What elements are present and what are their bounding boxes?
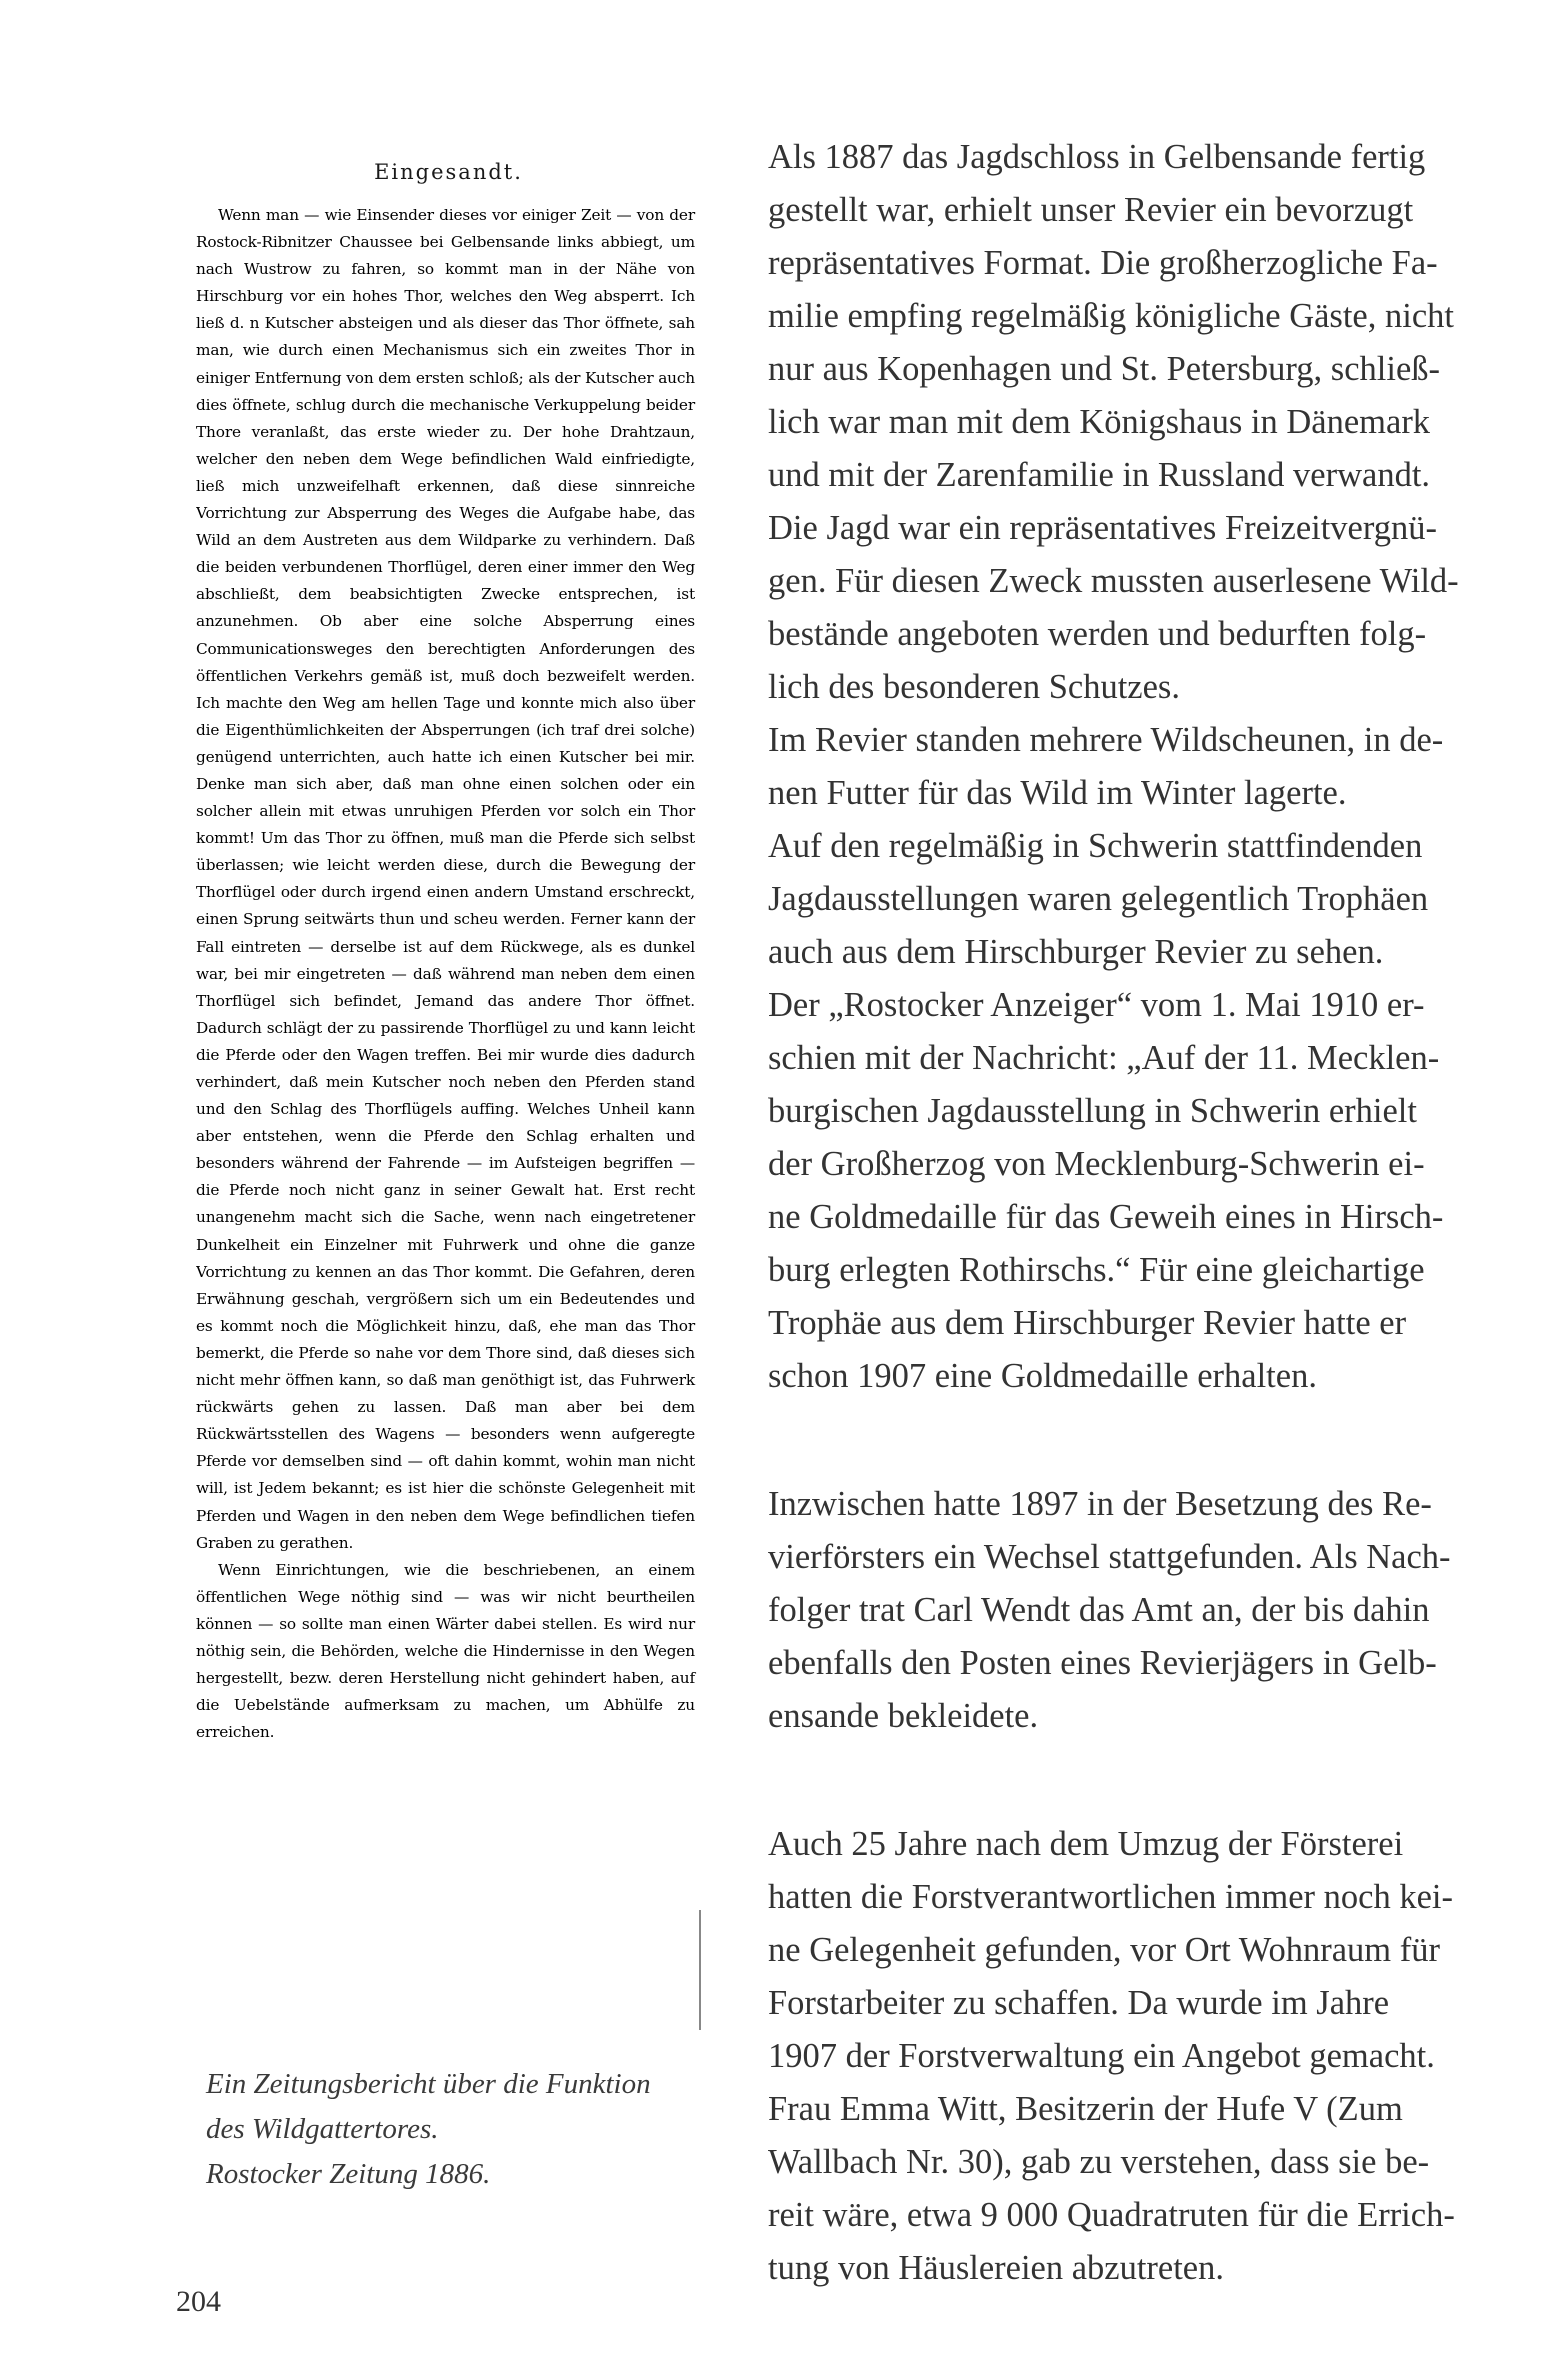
- text-line: burgischen Jagdausstellung in Schwerin erhielt: [768, 1092, 1417, 1130]
- text-line: nen Futter für das Wild im Winter lagerte.: [768, 774, 1347, 812]
- text-line: Frau Emma Witt, Besitzerin der Hufe V (Zum: [768, 2090, 1403, 2128]
- text-line: 1907 der Forstverwaltung ein Angebot gemacht.: [768, 2037, 1435, 2075]
- text-line: der Großherzog von Mecklenburg-Schwerin ei-: [768, 1145, 1425, 1183]
- clipping-paragraph: Wenn Einrichtungen, wie die beschriebenen, an einem öffentlichen Wege nöthig sind — was wir nicht beurtheilen können — so sollte man einen Wärter dabei stellen. Es wird nur nöthig sein, die Behörden, welche die Hindernisse in den Wegen hergestellt, bezw. deren Herstellung nicht gehindert haben, auf die Uebelstände aufmerksam zu machen, um Abhülfe zu erreichen.: [196, 1560, 695, 1742]
- caption-line: des Wildgattertores.: [206, 2113, 439, 2145]
- text-line: gen. Für diesen Zweck mussten auserlesene Wild-: [768, 562, 1459, 600]
- caption-line: Rostocker Zeitung 1886.: [206, 2158, 491, 2190]
- text-line: repräsentatives Format. Die großherzogliche Fa-: [768, 244, 1438, 282]
- text-line: nur aus Kopenhagen und St. Petersburg, schließ-: [768, 350, 1440, 388]
- text-line: ne Goldmedaille für das Geweih eines in Hirsch-: [768, 1198, 1444, 1236]
- text-line: vierförsters ein Wechsel stattgefunden. Als Nach-: [768, 1538, 1451, 1576]
- text-line: Trophäe aus dem Hirschburger Revier hatte er: [768, 1304, 1407, 1342]
- figure-caption: [206, 2062, 726, 2197]
- text-line: bestände angeboten werden und bedurften folg-: [768, 615, 1427, 653]
- text-line: Jagdausstellungen waren gelegentlich Trophäen: [768, 880, 1429, 918]
- text-line: milie empfing regelmäßig königliche Gäste, nicht: [768, 297, 1454, 335]
- clipping-paragraph: Wenn man — wie Einsender dieses vor einiger Zeit — von der Rostock-Ribnitzer Chaussee bei Gelbensande links abbiegt, um nach Wustrow zu fahren, so kommt man in der Nähe von Hirschburg vor ein hohes Thor, welches den Weg absperrt. Ich ließ d. n Kutscher absteigen und als dieser das Thor öffnete, sah man, wie durch einen Mechanismus sich ein zweites Thor in einiger Entfernung von dem ersten schloß; als der Kutscher auch dies öffnete, schlug durch die mechanische Verkuppelung beider Thore veranlaßt, das erste wieder zu. Der hohe Drahtzaun, welcher den neben dem Wege befindlichen Wald einfriedigte, ließ mich unzweifelhaft erkennen, daß diese sinnreiche Vorrichtung zur Absperrung des Weges die Aufgabe habe, das Wild an dem Austreten aus dem Wildparke zu verhindern. Daß die beiden verbundenen Thorflügel, deren einer immer den Weg abschließt, dem beabsichtigten Zwecke entsprechen, ist anzunehmen. Ob aber eine solche Absperrung eines Communicationsweges den berechtigten Anforderungen des öffentlichen Verkehrs gemäß ist, muß doch bezweifelt werden. Ich machte den Weg am hellen Tage und konnte mich also über die Eigenthümlichkeiten der Absperrungen (ich traf drei solche) genügend unterrichten, auch hatte ich einen Kutscher bei mir. Denke man sich aber, daß man ohne einen solchen oder ein solcher allein mit etwas unruhigen Pferden vor solch ein Thor kommt! Um das Thor zu öffnen, muß man die Pferde sich selbst überlassen; wie leicht werden diese, durch die Bewegung der Thorflügel oder durch irgend einen andern Umstand erschreckt, einen Sprung seitwärts thun und scheu werden. Ferner kann der Fall eintreten — derselbe ist auf dem Rückwege, als es dunkel war, bei mir eingetreten — daß während man neben dem einen Thorflügel sich befindet, Jemand das andere Thor öffnet. Dadurch schlägt der zu passirende Thorflügel zu und kann leicht die Pferde oder den Wagen treffen. Bei mir wurde dies dadurch verhindert, daß mein Kutscher noch neben den Pferden stand und den Schlag des Thorflügels auffing. Welches Unheil kann aber entstehen, wenn die Pferde den Schlag erhalten und besonders während der Fahrende — im Aufsteigen begriffen — die Pferde noch nicht ganz in seiner Gewalt hat. Erst recht unangenehm macht sich die Sache, wenn nach eingetretener Dunkelheit ein Einzelner mit Fuhrwerk und ohne die ganze Vorrichtung zu kennen an das Thor kommt. Die Gefahren, deren Erwähnung geschah, vergrößern sich um ein Bedeutendes und es kommt noch die Möglichkeit hinzu, daß, ehe man das Thor bemerkt, die Pferde so nahe vor dem Thore sind, daß dieses sich nicht mehr öffnen kann, so daß man genöthigt ist, das Fuhrwerk rückwärts gehen zu lassen. Daß man aber bei dem Rückwärtsstellen des Wagens — besonders wenn aufgeregte Pferde vor demselben sind — oft dahin kommt, wohin man nicht will, ist Jedem bekannt; es ist hier die schönste Gelegenheit mit Pferden und Wagen in den neben dem Wege befindlichen tiefen Graben zu gerathen.: [196, 206, 695, 1552]
- text-line: folger trat Carl Wendt das Amt an, der bis dahin: [768, 1591, 1430, 1629]
- text-line: Auch 25 Jahre nach dem Umzug der Försterei: [768, 1825, 1404, 1863]
- text-line: tung von Häuslereien abzutreten.: [768, 2249, 1224, 2287]
- text-line: Die Jagd war ein repräsentatives Freizeitvergnü-: [768, 509, 1437, 547]
- text-line: Im Revier standen mehrere Wildscheunen, in de-: [768, 721, 1444, 759]
- clipping-title: Eingesandt.: [374, 160, 523, 184]
- text-line: gestellt war, erhielt unser Revier ein bevorzugt: [768, 191, 1414, 229]
- text-line: schien mit der Nachricht: „Auf der 11. Mecklen-: [768, 1039, 1440, 1077]
- text-line: hatten die Forstverantwortlichen immer noch kei-: [768, 1878, 1453, 1916]
- text-line: ensande bekleidete.: [768, 1697, 1039, 1735]
- clipping-edge-rule: [699, 1910, 701, 2030]
- text-line: ne Gelegenheit gefunden, vor Ort Wohnraum für: [768, 1931, 1440, 1969]
- caption-line: Ein Zeitungsbericht über die Funktion: [206, 2068, 651, 2100]
- text-line: Forstarbeiter zu schaffen. Da wurde im Jahre: [768, 1984, 1390, 2022]
- text-line: und mit der Zarenfamilie in Russland verwandt.: [768, 456, 1431, 494]
- newspaper-clipping: [196, 150, 701, 2030]
- text-line: reit wäre, etwa 9 000 Quadratruten für die Errich-: [768, 2196, 1455, 2234]
- text-line: lich war man mit dem Königshaus in Dänemark: [768, 403, 1431, 441]
- text-line: schon 1907 eine Goldmedaille erhalten.: [768, 1357, 1317, 1395]
- text-line: auch aus dem Hirschburger Revier zu sehen.: [768, 933, 1384, 971]
- page-number: 204: [176, 2285, 221, 2318]
- text-line: lich des besonderen Schutzes.: [768, 668, 1180, 706]
- text-line: Inzwischen hatte 1897 in der Besetzung des Re-: [768, 1485, 1432, 1523]
- clipping-body: [196, 202, 701, 1746]
- text-line: Auf den regelmäßig in Schwerin stattfindenden: [768, 827, 1423, 865]
- text-line: burg erlegten Rothirschs.“ Für eine gleichartige: [768, 1251, 1425, 1289]
- text-line: Der „Rostocker Anzeiger“ vom 1. Mai 1910 er-: [768, 986, 1425, 1024]
- text-line: Als 1887 das Jagdschloss in Gelbensande fertig: [768, 138, 1426, 176]
- text-line: Wallbach Nr. 30), gab zu verstehen, dass sie be-: [768, 2143, 1430, 2181]
- text-line: ebenfalls den Posten eines Revierjägers in Gelb-: [768, 1644, 1437, 1682]
